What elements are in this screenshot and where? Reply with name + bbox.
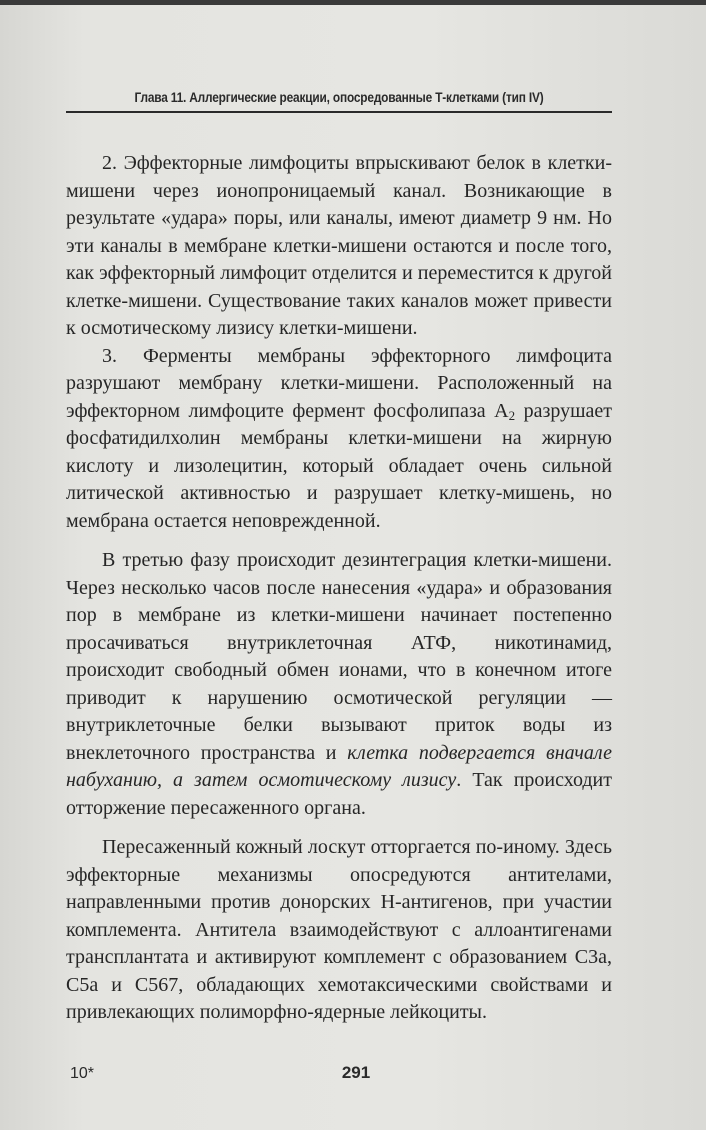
running-head: Глава 11. Аллергические реакции, опосредованные Т-клетками (тип IV) [134, 90, 544, 105]
paragraph-2-text-end: разрушает фосфатидилхолин мембраны клетки-мишени на жирную кислоту и лизолецитин, который обладает очень сильной литической активностью и разрушает клетку-мишень, но мембрана остается неповрежденной. [66, 399, 612, 532]
paragraph-3-text-start: В третью фазу происходит дезинтеграция клетки-мишени. Через несколько часов после нанесения «удара» и образования пор в мембране из клетки-мишени начинает постепенно просачиваться внутриклеточная АТФ, никотинамид, происходит свободный обмен ионами, что в конечном итоге приводит к нарушению осмотической регуляции — внутриклеточные белки вызывают приток воды из внеклеточного пространства и [66, 549, 612, 764]
paragraph-3-italic: клетка подвергается вначале набуханию, а затем осмотическому лизису [66, 741, 613, 791]
main-text [66, 150, 612, 1027]
paragraph-3 [66, 547, 612, 822]
paragraph-2 [66, 343, 612, 536]
paragraph-1: 2. Эффекторные лимфоциты впрыскивают белок в клетки-мишени через ионопроницаемый канал. Возникающие в результате «удара» поры, или каналы, имеют диаметр 9 нм. Но эти каналы в мембране клетки-мишени остаются и после того, как эффекторный лимфоцит отделится и переместится к другой клетке-мишени. Существование таких каналов может привести к осмотическому лизису клетки-мишени. [66, 152, 612, 339]
subscript-2: 2 [508, 407, 516, 423]
paragraph-2-text-start: 3. Ферменты мембраны эффекторного лимфоцита разрушают мембрану клетки-мишени. Расположенный на эффекторном лимфоците фермент фосфолипаза А [66, 344, 612, 422]
printer-signature: 10* [70, 1065, 95, 1082]
scan-top-edge [0, 0, 706, 5]
paragraph-4: Пересаженный кожный лоскут отторгается по-иному. Здесь эффекторные механизмы опосредуются антителами, направленными против донорских Н-антигенов, при участии комплемента. Антитела взаимодействуют с аллоантигенами трансплантата и активируют комплемент с образованием С3а, С5а и С567, обладающих хемотаксическими свойствами и привлекающих полиморфно-ядерные лейкоциты. [66, 836, 612, 1023]
page-number: 291 [341, 1063, 371, 1082]
paragraph-3-text-end: . Так происходит отторжение пересаженного органа. [66, 769, 612, 819]
header-rule [66, 111, 612, 113]
